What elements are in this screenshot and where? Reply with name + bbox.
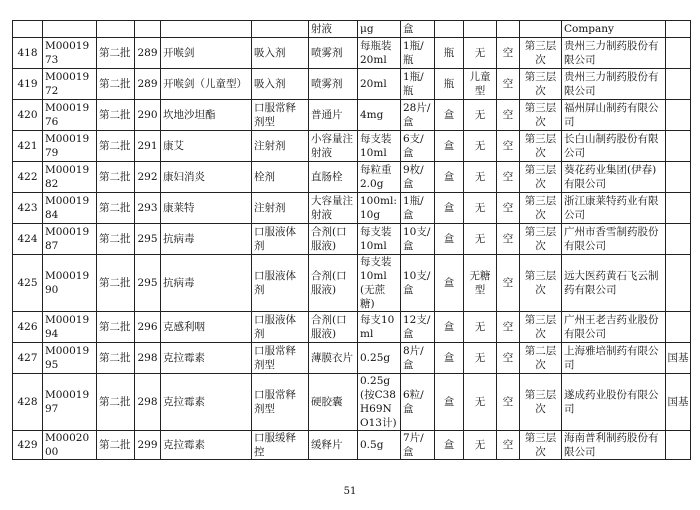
drug-name-cell [161,21,252,38]
formulation-cell: 直肠栓 [309,162,358,193]
category-cell [666,69,691,100]
batch-cell: 第二批 [97,38,135,69]
row-index-cell: 418 [13,38,43,69]
blank-cell: 空 [497,224,520,255]
formulation-cell: 大容量注射液 [309,193,358,224]
company-cell: 远大医药黄石飞云制药有限公司 [562,255,666,312]
unit-cell: 盒 [435,312,464,343]
specification-cell: 每支装10ml [358,131,401,162]
group-no-cell: 291 [135,131,161,162]
note-cell: 无 [464,374,497,431]
note-cell [464,21,497,38]
table-row [13,162,691,193]
company-cell: 葵花药业集团(伊春)有限公司 [562,162,666,193]
unit-cell: 盒 [435,343,464,374]
formulation-cell: 硬胶囊 [309,374,358,431]
company-cell: 遂成药业股份有限公司 [562,374,666,431]
table-row [13,431,691,460]
specification-cell: 0.25g [358,343,401,374]
drug-name-cell: 坎地沙坦酯 [161,100,252,131]
group-no-cell: 296 [135,312,161,343]
batch-cell: 第二批 [97,374,135,431]
table-row [13,374,691,431]
table-header-row [13,21,691,38]
table-row [13,255,691,312]
unit-cell: 盒 [435,193,464,224]
blank-cell: 空 [497,255,520,312]
batch-cell: 第二批 [97,343,135,374]
tier-cell: 第三层次 [520,69,562,100]
category-cell [666,431,691,460]
row-index-cell: 424 [13,224,43,255]
drug-code-cell: M0001976 [43,100,97,131]
batch-cell: 第二批 [97,312,135,343]
row-index-cell: 425 [13,255,43,312]
group-no-cell [135,21,161,38]
blank-cell: 空 [497,343,520,374]
blank-cell: 空 [497,162,520,193]
blank-cell: 空 [497,374,520,431]
packaging-cell: 9枚/盒 [401,162,435,193]
dosage-form-cell [252,21,309,38]
drug-code-cell: M0002000 [43,431,97,460]
tier-cell: 第三层次 [520,100,562,131]
formulation-cell: 小容量注射液 [309,131,358,162]
table-row [13,38,691,69]
batch-cell: 第二批 [97,162,135,193]
batch-cell: 第二批 [97,193,135,224]
formulation-cell: 喷雾剂 [309,38,358,69]
group-no-cell: 289 [135,69,161,100]
specification-cell: 每支装10ml [358,224,401,255]
row-index-cell: 429 [13,431,43,460]
formulation-cell: 合剂(口服液) [309,312,358,343]
drug-name-cell: 开喉剑 [161,38,252,69]
specification-cell: μg [358,21,401,38]
drug-code-cell [43,21,97,38]
dosage-form-cell: 口服液体剂 [252,312,309,343]
batch-cell: 第二批 [97,131,135,162]
group-no-cell: 292 [135,162,161,193]
specification-cell: 0.5g [358,431,401,460]
drug-name-cell: 抗病毒 [161,255,252,312]
specification-cell: 100ml:10g [358,193,401,224]
company-cell: Company [562,21,666,38]
row-index-cell: 422 [13,162,43,193]
row-index-cell [13,21,43,38]
blank-cell [497,21,520,38]
formulation-cell: 合剂(口服液) [309,224,358,255]
tier-cell: 第三层次 [520,131,562,162]
specification-cell: 每支装10ml(无蔗糖) [358,255,401,312]
drug-name-cell: 抗病毒 [161,224,252,255]
drug-name-cell: 克拉霉素 [161,343,252,374]
dosage-form-cell: 栓剂 [252,162,309,193]
dosage-form-cell: 口服液体剂 [252,224,309,255]
table-body [13,21,691,460]
formulation-cell: 缓释片 [309,431,358,460]
blank-cell: 空 [497,431,520,460]
note-cell: 儿童型 [464,69,497,100]
tier-cell: 第三层次 [520,224,562,255]
specification-cell: 0.25g(按C38H69NO13计) [358,374,401,431]
unit-cell: 盒 [435,374,464,431]
drug-name-cell: 克拉霉素 [161,431,252,460]
drug-code-cell: M0001997 [43,374,97,431]
drug-list-table [12,20,691,460]
formulation-cell: 射液 [309,21,358,38]
specification-cell: 4mg [358,100,401,131]
formulation-cell: 薄膜衣片 [309,343,358,374]
blank-cell: 空 [497,131,520,162]
unit-cell [435,21,464,38]
tier-cell: 第三层次 [520,431,562,460]
tier-cell: 第三层次 [520,193,562,224]
batch-cell: 第二批 [97,100,135,131]
row-index-cell: 423 [13,193,43,224]
company-cell: 长白山制药股份有限公司 [562,131,666,162]
note-cell: 无 [464,312,497,343]
company-cell: 福州屏山制药有限公司 [562,100,666,131]
page-number: 51 [343,486,357,497]
tier-cell: 第二层次 [520,343,562,374]
unit-cell: 盒 [435,131,464,162]
packaging-cell: 盒 [401,21,435,38]
note-cell: 无 [464,100,497,131]
packaging-cell: 6粒/盒 [401,374,435,431]
dosage-form-cell: 口服液体剂 [252,255,309,312]
group-no-cell: 298 [135,343,161,374]
drug-code-cell: M0001995 [43,343,97,374]
group-no-cell: 295 [135,255,161,312]
unit-cell: 盒 [435,100,464,131]
packaging-cell: 1瓶/瓶 [401,69,435,100]
blank-cell: 空 [497,193,520,224]
group-no-cell: 293 [135,193,161,224]
row-index-cell: 426 [13,312,43,343]
tier-cell: 第三层次 [520,255,562,312]
company-cell: 海南普利制药股份有限公司 [562,431,666,460]
note-cell: 无 [464,38,497,69]
company-cell: 贵州三力制药股份有限公司 [562,38,666,69]
batch-cell: 第二批 [97,224,135,255]
batch-cell: 第二批 [97,255,135,312]
formulation-cell: 普通片 [309,100,358,131]
dosage-form-cell: 口服常释剂型 [252,100,309,131]
batch-cell: 第二批 [97,69,135,100]
drug-code-cell: M0001984 [43,193,97,224]
table-row [13,312,691,343]
note-cell: 无 [464,131,497,162]
company-cell: 广州市香雪制药股份有限公司 [562,224,666,255]
drug-code-cell: M0001982 [43,162,97,193]
tier-cell: 第三层次 [520,374,562,431]
group-no-cell: 298 [135,374,161,431]
category-cell: 国基 [666,374,691,431]
unit-cell: 瓶 [435,69,464,100]
table-row [13,343,691,374]
unit-cell: 盒 [435,162,464,193]
tier-cell: 第三层次 [520,38,562,69]
table-row [13,224,691,255]
company-cell: 广州王老吉药业股份有限公司 [562,312,666,343]
table-row [13,100,691,131]
unit-cell: 盒 [435,224,464,255]
row-index-cell: 419 [13,69,43,100]
blank-cell: 空 [497,69,520,100]
group-no-cell: 290 [135,100,161,131]
company-cell: 上海雅培制药有限公司 [562,343,666,374]
packaging-cell: 8片/盒 [401,343,435,374]
row-index-cell: 427 [13,343,43,374]
note-cell: 无 [464,224,497,255]
specification-cell: 每支10ml [358,312,401,343]
category-cell [666,38,691,69]
drug-name-cell: 康莱特 [161,193,252,224]
drug-name-cell: 克拉霉素 [161,374,252,431]
dosage-form-cell: 吸入剂 [252,69,309,100]
category-cell [666,162,691,193]
group-no-cell: 295 [135,224,161,255]
group-no-cell: 289 [135,38,161,69]
table-row [13,69,691,100]
category-cell [666,255,691,312]
note-cell: 无 [464,431,497,460]
blank-cell: 空 [497,38,520,69]
drug-code-cell: M0001994 [43,312,97,343]
drug-code-cell: M0001979 [43,131,97,162]
batch-cell [97,21,135,38]
batch-cell: 第二批 [97,431,135,460]
packaging-cell: 1瓶/瓶 [401,38,435,69]
drug-code-cell: M0001987 [43,224,97,255]
drug-name-cell: 康妇消炎 [161,162,252,193]
row-index-cell: 420 [13,100,43,131]
table-row [13,131,691,162]
packaging-cell: 6支/盒 [401,131,435,162]
drug-name-cell: 康艾 [161,131,252,162]
category-cell [666,224,691,255]
group-no-cell: 299 [135,431,161,460]
tier-cell: 第三层次 [520,312,562,343]
formulation-cell: 合剂(口服液) [309,255,358,312]
tier-cell: 第三层次 [520,162,562,193]
dosage-form-cell: 口服缓释控 [252,431,309,460]
unit-cell: 盒 [435,255,464,312]
note-cell: 无糖型 [464,255,497,312]
drug-code-cell: M0001990 [43,255,97,312]
specification-cell: 每粒重2.0g [358,162,401,193]
company-cell: 贵州三力制药股份有限公司 [562,69,666,100]
category-cell: 国基 [666,343,691,374]
note-cell: 无 [464,193,497,224]
dosage-form-cell: 口服常释剂型 [252,343,309,374]
note-cell: 无 [464,162,497,193]
packaging-cell: 10支/盒 [401,224,435,255]
drug-code-cell: M0001973 [43,38,97,69]
drug-code-cell: M0001972 [43,69,97,100]
category-cell [666,100,691,131]
packaging-cell: 28片/盒 [401,100,435,131]
tier-cell [520,21,562,38]
dosage-form-cell: 注射剂 [252,193,309,224]
blank-cell: 空 [497,312,520,343]
packaging-cell: 7片/盒 [401,431,435,460]
blank-cell: 空 [497,100,520,131]
packaging-cell: 10支/盒 [401,255,435,312]
packaging-cell: 12支/盒 [401,312,435,343]
dosage-form-cell: 口服常释剂型 [252,374,309,431]
formulation-cell: 喷雾剂 [309,69,358,100]
unit-cell: 盒 [435,431,464,460]
dosage-form-cell: 注射剂 [252,131,309,162]
row-index-cell: 421 [13,131,43,162]
packaging-cell: 1瓶/盒 [401,193,435,224]
note-cell: 无 [464,343,497,374]
row-index-cell: 428 [13,374,43,431]
table-row [13,193,691,224]
category-cell [666,193,691,224]
unit-cell: 瓶 [435,38,464,69]
drug-name-cell: 开喉剑（儿童型） [161,69,252,100]
specification-cell: 20ml [358,69,401,100]
specification-cell: 每瓶装20ml [358,38,401,69]
dosage-form-cell: 吸入剂 [252,38,309,69]
drug-name-cell: 克感利咽 [161,312,252,343]
category-cell [666,21,691,38]
company-cell: 浙江康莱特药业有限公司 [562,193,666,224]
category-cell [666,131,691,162]
category-cell [666,312,691,343]
